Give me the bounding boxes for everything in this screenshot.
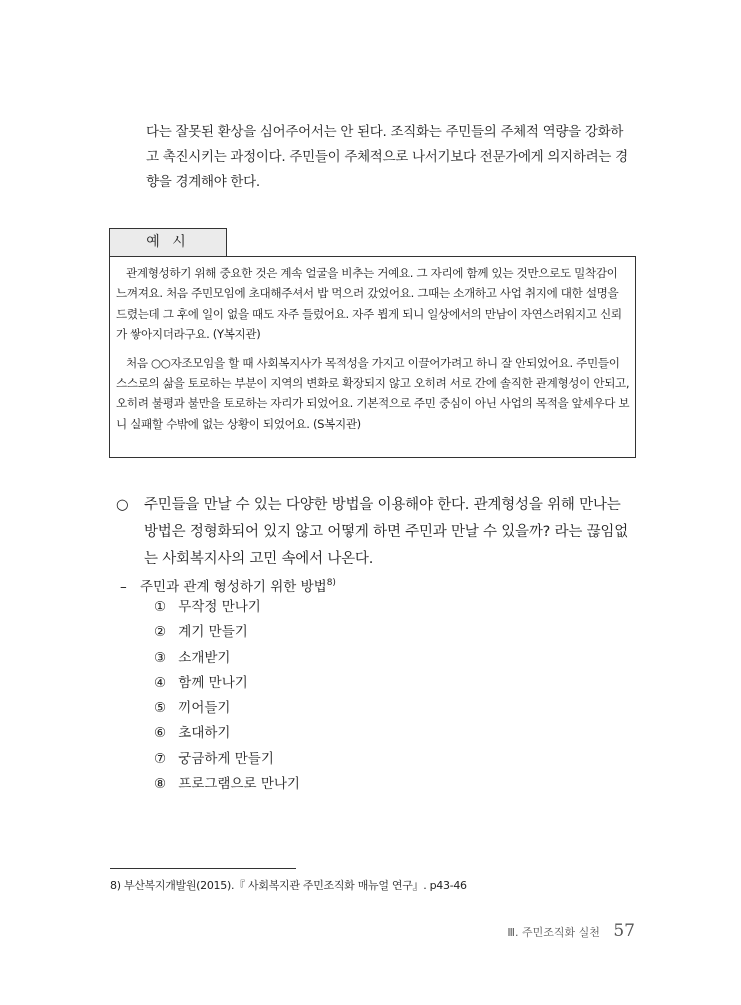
list-item: [154, 647, 300, 672]
intro-line: 고 촉진시키는 과정이다. 주민들이 주체적으로 나서기보다 전문가에게 의지하려는 경: [146, 149, 628, 165]
list-item-label: 무작정 만나기: [178, 599, 261, 615]
main-bullet-text: 주민들을 만날 수 있는 다양한 방법을 이용해야 한다. 관계형성을 위해 만나는 방법은 정형화되어 있지 않고 어떻게 하면 주민과 만날 수 있을까? 라는 끊임없는 사회복지사의 고민 속에서 나온다.: [144, 497, 629, 567]
list-number: ②: [154, 624, 167, 641]
example-paragraph-1: 관계형성하기 위해 중요한 것은 계속 얼굴을 비추는 거예요. 그 자리에 함께 있는 것만으로도 밀착감이 느껴져요. 처음 주민모임에 초대해주셔서 밥 먹으러 갔었어요. 그때는 소개하고 사업 취지에 대한 설명을 드렸는데 그 후에 일이 없을 때도 자주 들렀어요. 자주 뵙게 되니 일상에서의 만남이 자연스러워지고 신뢰가 쌓아지더라구요. (Y복지관): [116, 266, 622, 342]
example-paragraph-2: 처음 ○○자조모임을 할 때 사회복지사가 목적성을 가지고 이끌어가려고 하니 잘 안되었어요. 주민들이 스스로의 삶을 토로하는 부분이 지역의 변화로 확장되지 않고 오히려 서로 간에 솔직한 관계형성이 안되고, 오히려 불평과 불만을 토로하는 자리가 되었어요. 기본적으로 주민 중심이 아닌 사업의 목적을 앞세우다 보니 실패할 수밖에 없는 상황이 되었어요. (S복지관): [116, 355, 630, 431]
list-item-label: 끼어들기: [178, 700, 231, 717]
chapter-label: Ⅲ. 주민조직화 실천: [507, 926, 600, 939]
intro-paragraph: [146, 120, 641, 195]
list-number: ④: [154, 674, 167, 691]
list-number: ③: [154, 649, 167, 666]
list-number: ⑤: [154, 700, 167, 717]
page-footer: [507, 921, 635, 941]
footnote: 8) 부산복지개발원(2015).『 사회복지관 주민조직화 매뉴얼 연구』. p43-46: [110, 879, 467, 892]
footnote-reference[interactable]: 8): [326, 578, 336, 588]
list-item: [154, 672, 300, 697]
list-item: [154, 697, 300, 722]
list-item-label: 프로그램으로 만나기: [178, 776, 300, 793]
list-item-label: 계기 만들기: [178, 624, 248, 641]
list-number: ⑦: [154, 750, 167, 767]
list-item-label: 함께 만나기: [178, 674, 248, 691]
intro-line: 향을 경계해야 한다.: [146, 174, 260, 190]
list-item: [154, 596, 300, 621]
page-number: 57: [613, 921, 635, 941]
list-item-label: 초대하기: [178, 725, 231, 742]
list-number: ⑥: [154, 725, 167, 742]
main-bullet-paragraph: [116, 492, 638, 573]
dash-bullet-icon: –: [120, 579, 127, 595]
list-item: [154, 722, 300, 747]
list-item-label: 궁금하게 만들기: [178, 750, 274, 767]
list-item-label: 소개받기: [178, 649, 231, 666]
footnote-divider: [110, 868, 296, 869]
circle-bullet-icon: ○: [116, 497, 129, 513]
list-number: ⑧: [154, 776, 167, 793]
list-item: [154, 621, 300, 646]
example-title-tab: 예 시: [109, 228, 227, 256]
intro-line: 다는 잘못된 환상을 심어주어서는 안 된다. 조직화는 주민들의 주체적 역량을 강화하: [146, 124, 624, 140]
sub-item-heading: [120, 572, 336, 598]
list-item: [154, 748, 300, 773]
example-box: [109, 256, 636, 458]
sub-item-text: 주민과 관계 형성하기 위한 방법: [140, 579, 327, 595]
method-list: [154, 596, 300, 798]
list-item: [154, 773, 300, 798]
list-number: ①: [154, 599, 167, 615]
